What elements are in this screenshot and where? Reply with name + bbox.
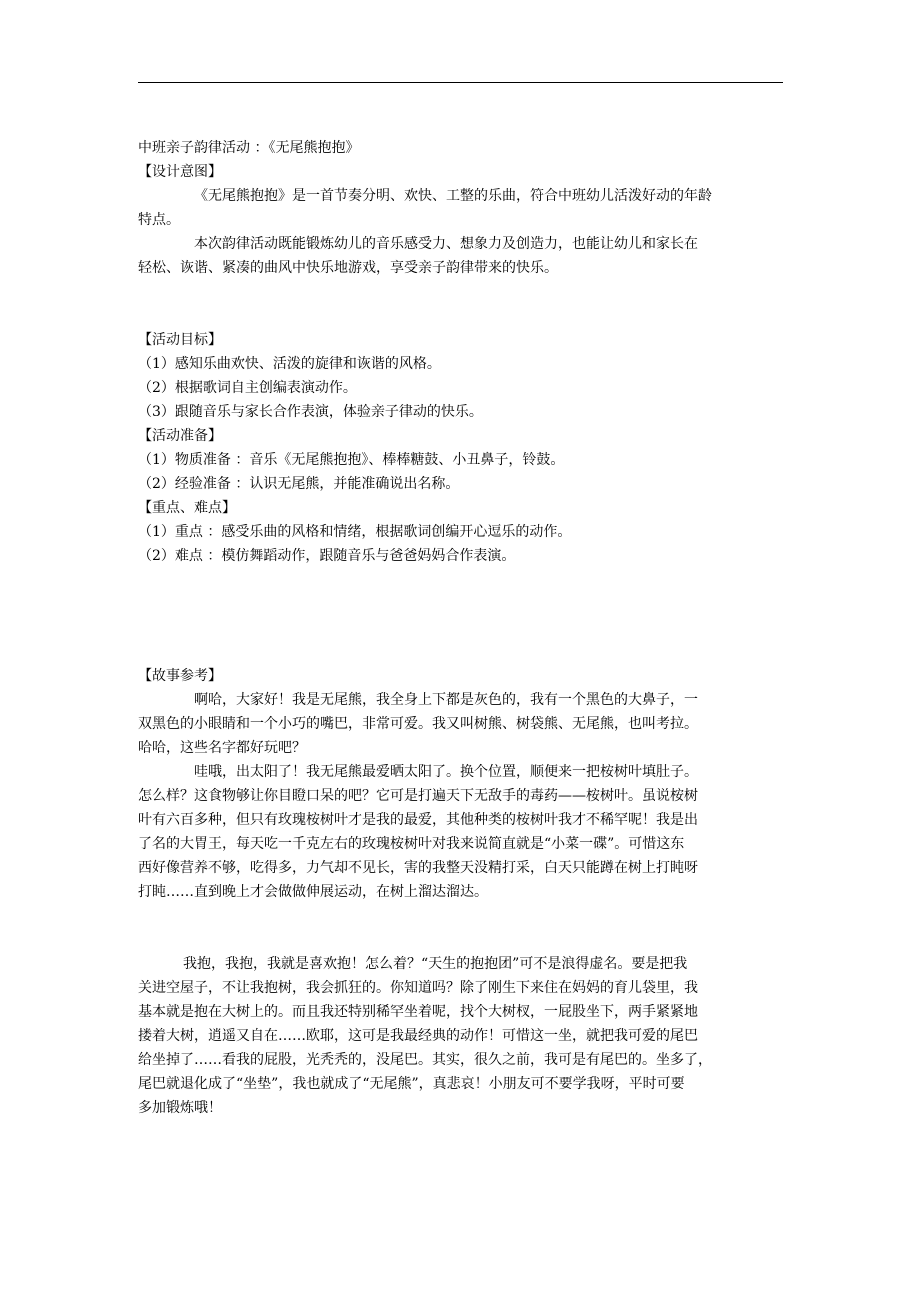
goal-item: （3）跟随音乐与家长合作表演，体验亲子律动的快乐。 <box>138 404 483 420</box>
section-heading-goals: 【活动目标】 <box>138 332 222 348</box>
header-rule <box>138 82 783 83</box>
key-point-item: （1）重点 ：感受乐曲的风格和情绪，根据歌词创编开心逗乐的动作。 <box>138 524 572 540</box>
key-point-item: （2）难点 ：模仿舞蹈动作，跟随音乐与爸爸妈妈合作表演。 <box>138 548 516 564</box>
design-intent-paragraph-1: 《无尾熊抱抱》是一首节奏分明、欢快、工整的乐曲，符合中班幼儿活泼好动的年龄 特点。 <box>138 188 712 228</box>
story-paragraph-1: 啊哈，大家好！我是无尾熊，我全身上下都是灰色的，我有一个黑色的大鼻子，一 双黑色的小眼睛和一个小巧的嘴巴，非常可爱。我又叫树熊、树袋熊、无尾熊，也叫考拉。 哈哈，这些名字都好玩吧？ <box>138 692 698 756</box>
story-paragraph-3: 我抱，我抱，我就是喜欢抱！怎么着？“天生的抱抱团”可不是浪得虚名。要是把我 关进空屋子，不让我抱树，我会抓狂的。你知道吗？除了刚生下来住在妈妈的育儿袋里，我 基本就是抱在大树上的。而且我还特别稀罕坐着呢，找个大树杈，一屁股坐下，两手紧紧地 搂着大树，逍遥又自在……欧耶，这可是我最经典的动作！可惜这一坐，就把我可爱的尾巴 给坐掉了……看我的屁股，光秃秃的，没尾巴。其实，很久之前，我可是有尾巴的。坐多了， 尾巴就退化成了“坐垫”，我也就成了“无尾熊”，真悲哀！小朋友可不要学我呀，平时可要 多加锻炼哦！ <box>138 956 712 1116</box>
goal-item: （1）感知乐曲欢快、活泼的旋律和诙谐的风格。 <box>138 356 441 372</box>
design-intent-paragraph-2: 本次韵律活动既能锻炼幼儿的音乐感受力、想象力及创造力，也能让幼儿和家长在 轻松、诙谐、紧凑的曲风中快乐地游戏，享受亲子韵律带来的快乐。 <box>138 236 698 276</box>
section-heading-prep: 【活动准备】 <box>138 428 222 444</box>
section-heading-design-intent: 【设计意图】 <box>138 164 222 180</box>
prep-item: （2）经验准备 ：认识无尾熊，并能准确说出名称。 <box>138 476 460 492</box>
document-title: 中班亲子韵律活动 ：《无尾熊抱抱》 <box>138 140 360 156</box>
section-heading-story: 【故事参考】 <box>138 668 222 684</box>
document-body <box>138 136 794 1120</box>
goal-item: （2）根据歌词自主创编表演动作。 <box>138 380 357 396</box>
prep-item: （1）物质准备 ：音乐《无尾熊抱抱》、棒棒糖鼓、小丑鼻子，铃鼓。 <box>138 452 565 468</box>
story-paragraph-2: 哇哦，出太阳了！我无尾熊最爱晒太阳了。换个位置，顺便来一把桉树叶填肚子。 怎么样？这食物够让你目瞪口呆的吧？它可是打遍天下无敌手的毒药——桉树叶。虽说桉树 叶有六百多种，但只有玫瑰桉树叶才是我的最爱，其他种类的桉树叶我才不稀罕呢！我是出 了名的大胃王，每天吃一千克左右的玫瑰桉树叶对我来说简直就是“小菜一碟”。可惜这东 西好像营养不够，吃得多，力气却不见长，害的我整天没精打采，白天只能蹲在树上打盹呀 打盹……直到晚上才会做做伸展运动，在树上溜达溜达。 <box>138 764 698 900</box>
section-heading-key-points: 【重点、难点】 <box>138 500 236 516</box>
